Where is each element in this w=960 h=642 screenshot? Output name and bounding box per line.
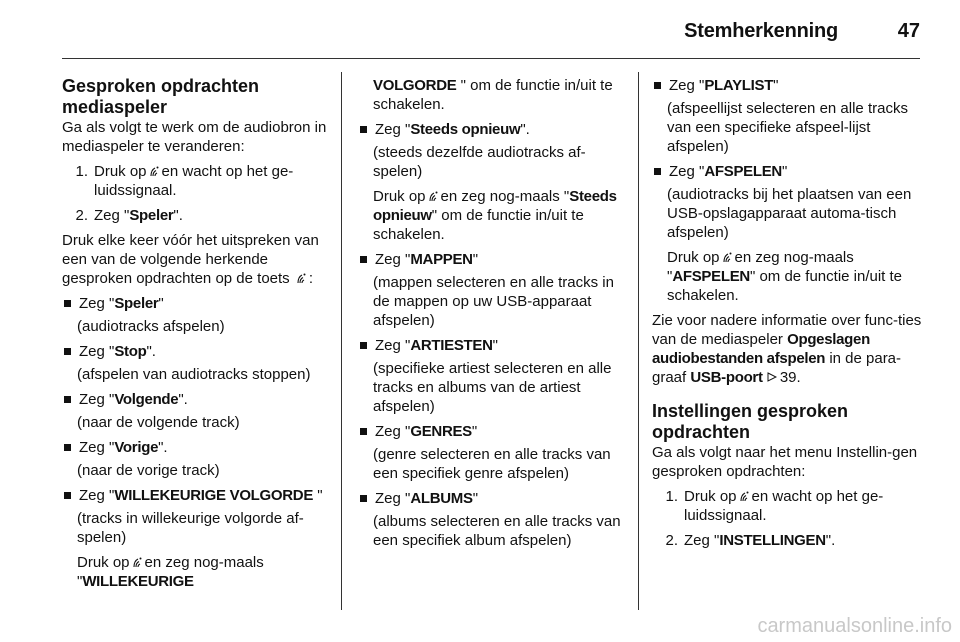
text-part: en zeg nog-maals " [440,188,570,205]
keyword: Speler [114,295,159,312]
command-item [358,250,628,269]
continued-text [373,76,628,114]
keyword: VOLGORDE [373,77,457,94]
text-part: " [472,251,479,268]
voice-command-icon [297,273,306,284]
keyword: MAPPEN [410,251,473,268]
column-divider-1 [341,72,342,610]
keyword: WILLEKEURIGE [82,573,194,590]
step-text-part: ". [825,532,836,549]
step-text-part: en wacht op het ge-luidssignaal. [94,163,294,199]
text-part: Druk op [77,554,130,571]
intro-text [62,231,328,288]
text-part: Zeg " [79,487,115,504]
info-paragraph [652,311,922,387]
command-description: (mappen selecteren en alle tracks in de mappen op uw USB-apparaat afspelen) [373,274,614,329]
keyword: Steeds opnieuw [410,121,521,138]
keyword: Vorige [114,439,159,456]
column-2 [358,76,628,556]
step-text [94,206,328,225]
command-item [62,342,328,361]
page-reference[interactable]: 39. [779,369,801,386]
watermark: carmanualsonline.info [757,615,952,637]
command-description: (audiotracks bij het plaatsen van een USB-opslagapparaat automa-tisch afspelen) [667,186,912,241]
keyword: ARTIESTEN [410,337,493,354]
text-part: " [472,490,479,507]
text-part: : [308,270,314,287]
header-title: Stemherkenning [684,20,838,42]
text-part: Zeg " [375,251,411,268]
voice-command-icon [429,191,438,202]
keyword: ALBUMS [410,490,473,507]
step-text-part: Zeg " [94,207,130,224]
text-part: " om de functie in/uit te schakelen. [373,77,613,113]
text-part: " om de functie in/uit te schakelen. [667,268,903,304]
step-text [94,162,328,200]
step-text-part: Zeg " [684,532,720,549]
step-number: 2. [75,207,88,224]
page-reference-arrow-icon [767,372,777,382]
keyword: Volgende [114,391,179,408]
command-description: (naar de volgende track) [77,414,240,431]
text-part: en zeg nog-maals " [667,249,854,285]
bullet-icon [360,495,367,502]
steps-list [652,487,922,550]
text-part: " [471,423,478,440]
column-3 [652,76,922,556]
command-item [358,489,628,508]
press-instruction [373,187,628,244]
command-description: (genre selecteren en alle tracks van een specifiek genre afspelen) [373,446,611,482]
text-part: ". [146,343,156,360]
press-instruction [77,553,328,591]
command-item [652,162,922,181]
text-part: Zeg " [375,423,411,440]
text-part: Zeg " [375,337,411,354]
keyword: Speler [129,207,174,224]
voice-command-icon [133,557,142,568]
text-part: " [773,77,779,94]
intro-text: Ga als volgt te werk om de audiobron in mediaspeler te veranderen: [62,119,327,155]
bullet-icon [64,444,71,451]
command-item [62,486,328,505]
text-part: en zeg nog-maals " [77,554,264,590]
bullet-icon [64,492,71,499]
step-text [684,531,922,550]
column-divider-2 [638,72,639,610]
step-text-part: Druk op [94,163,147,180]
step-item [62,206,328,225]
voice-command-icon [150,166,159,177]
spacer [652,393,922,401]
text-part: Zeg " [669,77,705,94]
page-number: 47 [897,20,920,42]
press-instruction [667,248,922,305]
text-part: Zeg " [79,391,115,408]
keyword: AFSPELEN [672,268,750,285]
text-part: " [492,337,498,354]
bullet-icon [654,168,661,175]
step-number: 1. [75,163,88,180]
step-text [684,487,922,525]
command-description: (specifieke artiest selecteren en alle tracks en albums van de artiest afspelen) [373,360,612,415]
command-description: (steeds dezelfde audiotracks af-spelen) [373,144,586,180]
step-text-part: ". [173,207,183,224]
command-description: (afspeellijst selecteren en alle tracks van een specifieke afspeel-lijst afspelen) [667,100,908,155]
link-usb-poort[interactable]: USB-poort [690,369,763,386]
text-part: ". [520,121,530,138]
bullet-icon [360,428,367,435]
text-part: Zeg " [79,295,115,312]
text-part: Zeg " [375,490,411,507]
bullet-icon [64,348,71,355]
keyword: WILLEKEURIGE VOLGORDE [114,487,314,504]
bullet-icon [360,342,367,349]
column-1 [62,76,328,597]
bullet-icon [64,396,71,403]
intro-text: Ga als volgt naar het menu Instellin-gen gesproken opdrachten: [652,444,918,480]
text-part: Druk elke keer vóór het uitspreken van een van de volgende herkende gesproken opdrachten op de toets [62,232,319,287]
keyword: GENRES [410,423,472,440]
bullet-icon [360,256,367,263]
text-part: Zeg " [79,439,115,456]
text-part: in de para-graaf [652,350,902,386]
command-item [652,76,922,95]
step-number: 1. [665,488,678,505]
text-part: Zeg " [375,121,411,138]
step-item [62,162,328,200]
bullet-icon [360,126,367,133]
text-part: Druk op [667,249,720,266]
text-part: ". [158,439,168,456]
text-part: ". [178,391,188,408]
text-part: " om de functie in/uit te schakelen. [373,207,584,243]
step-item [652,487,922,525]
step-number: 2. [665,532,678,549]
command-item [358,336,628,355]
keyword: Stop [114,343,147,360]
bullet-icon [654,82,661,89]
section-heading-settings: Instellingen gesproken opdrachten [652,401,849,442]
text-part: " [313,487,323,504]
text-part: " [158,295,164,312]
command-description: (naar de vorige track) [77,462,220,479]
command-description: (audiotracks afspelen) [77,318,225,335]
command-item [358,120,628,139]
keyword: Steeds opnieuw [373,188,617,224]
text-part: Zeg " [669,163,705,180]
steps-list [62,162,328,225]
command-item [62,294,328,313]
bullet-icon [64,300,71,307]
command-description: (afspelen van audiotracks stoppen) [77,366,311,383]
command-item [62,438,328,457]
voice-command-icon [740,491,749,502]
keyword: INSTELLINGEN [719,532,826,549]
command-description: (tracks in willekeurige volgorde af-spelen) [77,510,304,546]
voice-command-icon [723,252,732,263]
keyword: PLAYLIST [704,77,774,94]
step-item [652,531,922,550]
text-part: Druk op [373,188,426,205]
command-item [358,422,628,441]
link-opgeslagen-audiobestanden[interactable]: Opgeslagen audiobestanden afspelen [652,331,870,367]
text-part: Zeg " [79,343,115,360]
text-part: " [781,163,788,180]
step-text-part: Druk op [684,488,737,505]
command-description: (albums selecteren en alle tracks van een specifiek album afspelen) [373,513,621,549]
step-text-part: en wacht op het ge-luidssignaal. [684,488,884,524]
section-heading-media: Gesproken opdrachten mediaspeler [62,76,260,117]
keyword: AFSPELEN [704,163,782,180]
command-item [62,390,328,409]
text-part: Zie voor nadere informatie over func-ties van de mediaspeler [652,312,922,348]
header-rule [62,58,920,59]
